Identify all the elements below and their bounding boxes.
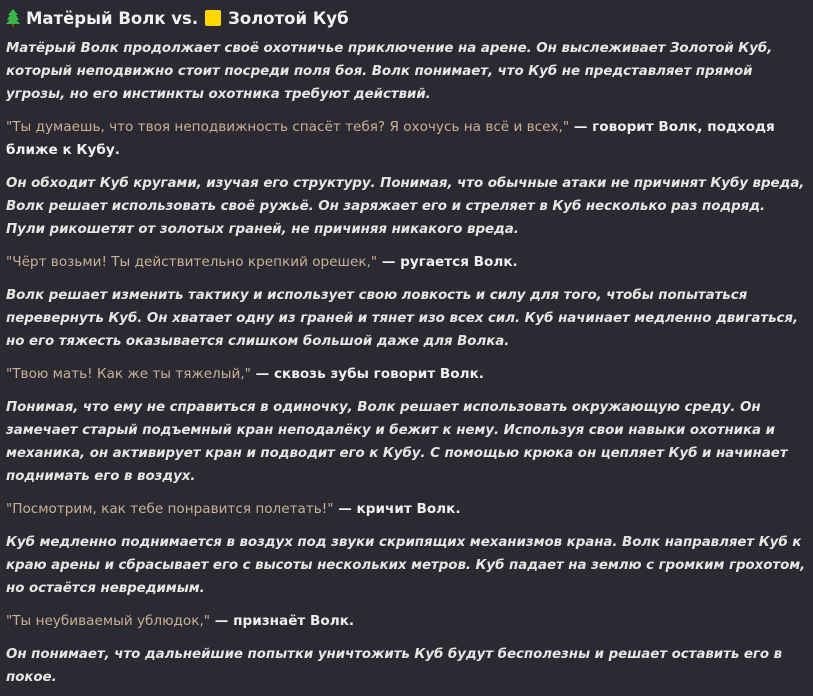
dialogue-line bbox=[6, 251, 807, 274]
dialogue-line bbox=[6, 610, 807, 633]
narration-paragraph: Он понимает, что дальнейшие попытки уничтожить Куб будут бесполезны и решает оставить его в покое. bbox=[6, 647, 783, 685]
dialogue-attribution: — сквозь зубы говорит Волк. bbox=[250, 366, 484, 382]
dialogue-quote: "Ты думаешь, что твоя неподвижность спасёт тебя? Я охочусь на всё и всех," bbox=[6, 119, 570, 135]
evergreen-tree-icon bbox=[6, 9, 20, 27]
left-fighter-name: Матёрый Волк vs. bbox=[26, 8, 199, 28]
yellow-square-icon bbox=[205, 10, 221, 26]
dialogue-quote: "Твою мать! Как же ты тяжелый," bbox=[6, 366, 251, 382]
narration-paragraph: Матёрый Волк продолжает своё охотничье приключение на арене. Он выслеживает Золотой Куб, который неподвижно стоит посреди поля боя. Волк понимает, что Куб не представляет прямой угрозы, но его инстинкты охотника требуют действий. bbox=[6, 41, 773, 102]
dialogue-line bbox=[6, 116, 807, 162]
dialogue-line bbox=[6, 363, 807, 386]
dialogue-quote: "Ты неубиваемый ублюдок," bbox=[6, 613, 211, 629]
narration-paragraph: Понимая, что ему не справиться в одиночку, Волк решает использовать окружающую среду. Он замечает старый подъемный кран неподалёку и бежит к нему. Используя свои навыки охотника и механика, он активирует кран и подводит его к Кубу. С помощью крюка он цепляет Куб и начинает поднимать его в воздух. bbox=[6, 400, 788, 484]
dialogue-attribution: — признаёт Волк. bbox=[210, 613, 355, 629]
narration-paragraph: Он обходит Куб кругами, изучая его структуру. Понимая, что обычные атаки не причинят Кубу вреда, Волк решает использовать своё ружьё. Он заряжает его и стреляет в Куб несколько раз подряд. Пули рикошетят от золотых граней, не причиняя никакого вреда. bbox=[6, 176, 805, 237]
dialogue-attribution: — говорит Волк, подходя ближе к Кубу. bbox=[6, 119, 775, 158]
narration-paragraph: Куб медленно поднимается в воздух под звуки скрипящих механизмов крана. Волк направляет Куб к краю арены и сбрасывает его с высоты нескольких метров. Куб падает на землю с громким грохотом, но остаётся невредимым. bbox=[6, 535, 806, 596]
right-fighter-name: Золотой Куб bbox=[228, 8, 349, 28]
dialogue-attribution: — ругается Волк. bbox=[377, 254, 518, 270]
battle-title bbox=[6, 7, 807, 29]
dialogue-quote: "Чёрт возьми! Ты действительно крепкий орешек," bbox=[6, 254, 378, 270]
narration-paragraph: Волк решает изменить тактику и использует свою ловкость и силу для того, чтобы попытаться перевернуть Куб. Он хватает одну из граней и тянет изо всех сил. Куб начинает медленно двигаться, но его тяжесть оказывается слишком большой даже для Волка. bbox=[6, 288, 799, 349]
dialogue-attribution: — кричит Волк. bbox=[333, 501, 461, 517]
dialogue-line bbox=[6, 498, 807, 521]
dialogue-quote: "Посмотрим, как тебе понравится полетать!" bbox=[6, 501, 334, 517]
